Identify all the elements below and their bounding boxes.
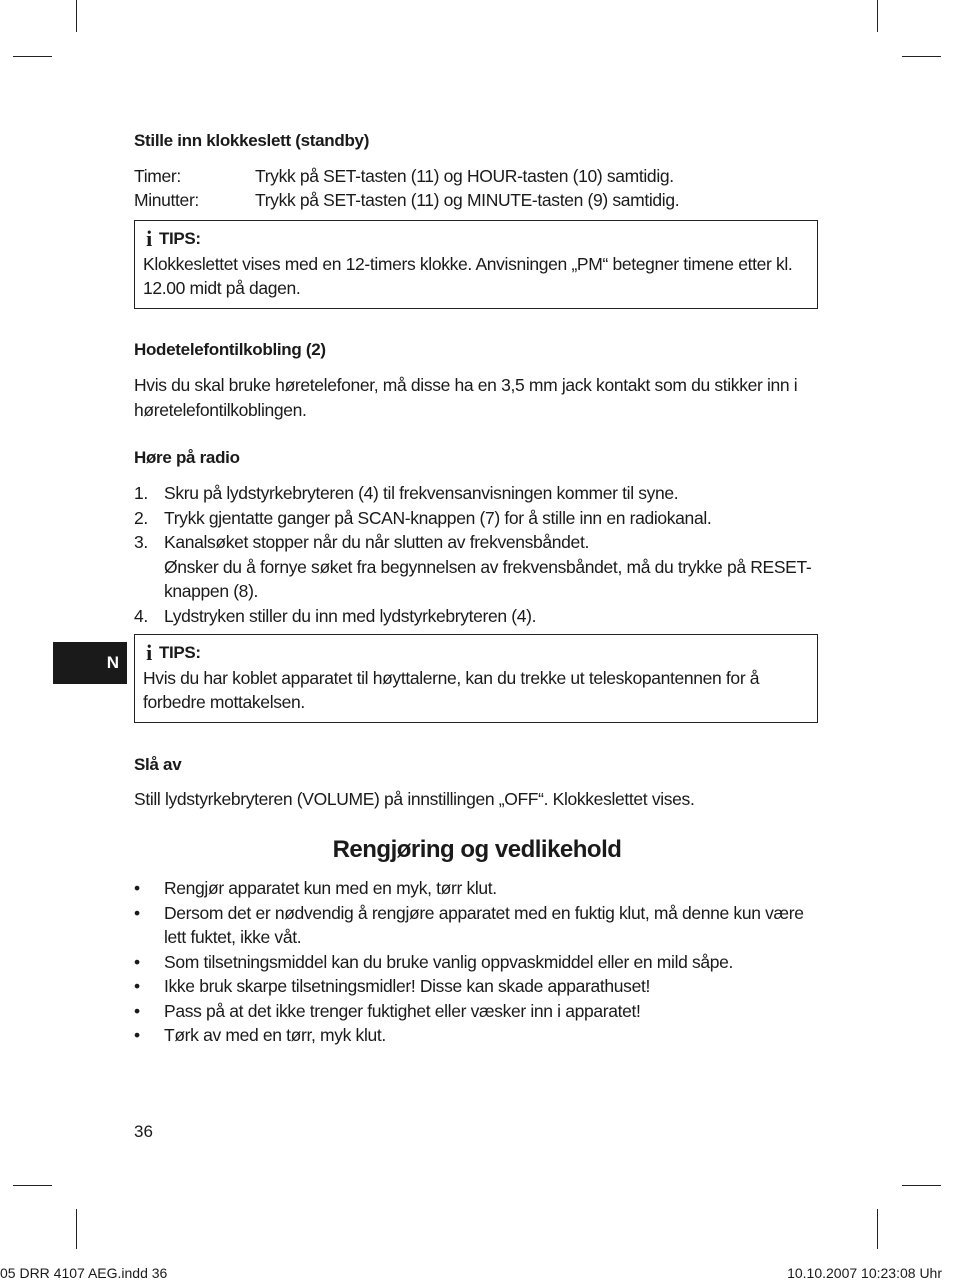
tips-box-clock: [134, 220, 818, 309]
info-icon: i: [146, 226, 152, 252]
crop-mark: [13, 1185, 52, 1186]
list-item-line: Rengjør apparatet kun med en myk, tørr klut.: [164, 878, 497, 898]
list-item-line: Lydstryken stiller du inn med lydstyrkebryteren (4).: [164, 605, 537, 626]
tips-text-line: Hvis du har koblet apparatet til høyttalerne, kan du trekke ut teleskopantennen for å: [143, 667, 760, 688]
off-paragraph: Still lydstyrkebryteren (VOLUME) på innstillingen „OFF“. Klokkeslettet vises.: [134, 789, 695, 809]
bullet-marker: •: [134, 878, 140, 898]
list-marker: 1.: [134, 483, 148, 503]
list-item: [134, 481, 824, 506]
list-item: [134, 901, 824, 950]
list-item: [134, 604, 824, 629]
crop-mark: [76, 1209, 77, 1249]
clock-row-timer: [134, 164, 824, 188]
row-key: Timer:: [134, 166, 181, 186]
bullet-marker: •: [134, 951, 140, 972]
list-item: [134, 999, 824, 1024]
row-value: Trykk på SET-tasten (11) og HOUR-tasten (10) samtidig.: [255, 166, 674, 186]
list-marker: 2.: [134, 507, 148, 528]
tips-text-line: forbedre mottakelsen.: [143, 692, 305, 712]
crop-mark: [13, 56, 52, 57]
bullet-marker: •: [134, 902, 140, 923]
list-item: [134, 506, 824, 531]
list-item-line: Tørk av med en tørr, myk klut.: [164, 1025, 386, 1045]
section-heading-off: Slå av: [134, 755, 182, 774]
bullet-marker: •: [134, 1025, 140, 1045]
paragraph-line: høretelefontilkoblingen.: [134, 399, 307, 420]
radio-steps-list: [134, 481, 824, 628]
tips-text-line: 12.00 midt på dagen.: [143, 278, 301, 298]
crop-mark: [76, 0, 77, 32]
bullet-marker: •: [134, 976, 140, 996]
clock-row-minutes: [134, 188, 824, 212]
list-item-line: lett fuktet, ikke våt.: [164, 927, 302, 947]
crop-mark: [902, 1185, 941, 1186]
list-item: [134, 950, 824, 975]
language-tab: N: [53, 642, 127, 684]
list-marker: 4.: [134, 605, 148, 626]
section-heading-headphones: Hodetelefontilkobling (2): [134, 340, 326, 359]
list-item-line: Skru på lydstyrkebryteren (4) til frekvensanvisningen kommer til syne.: [164, 483, 679, 503]
tips-label: [143, 641, 809, 666]
slug-right: 10.10.2007 10:23:08 Uhr: [787, 1265, 942, 1281]
crop-mark: [877, 1209, 878, 1249]
chapter-title: Rengjøring og vedlikehold: [332, 836, 622, 863]
list-item-line: Trykk gjentatte ganger på SCAN-knappen (7) for å stille inn en radiokanal.: [164, 507, 712, 528]
list-item: [134, 876, 824, 901]
list-item-line: Ikke bruk skarpe tilsetningsmidler! Disse kan skade apparathuset!: [164, 976, 650, 996]
paragraph-line: Hvis du skal bruke høretelefoner, må disse ha en 3,5 mm jack kontakt som du stikker inn i: [134, 375, 798, 395]
crop-mark: [902, 56, 941, 57]
list-item-line: Pass på at det ikke trenger fuktighet eller væsker inn i apparatet!: [164, 1000, 641, 1021]
list-item-line: Dersom det er nødvendig å rengjøre apparatet med en fuktig klut, må denne kun være: [164, 902, 804, 923]
slug-left: 05 DRR 4107 AEG.indd 36: [0, 1265, 168, 1281]
crop-mark: [877, 0, 878, 32]
tips-text-line: Klokkeslettet vises med en 12-timers klokke. Anvisningen „PM“ betegner timene etter kl.: [143, 253, 793, 274]
section-heading-radio: Høre på radio: [134, 448, 240, 467]
list-item-line: Ønsker du å fornye søket fra begynnelsen av frekvensbåndet, må du trykke på RESET-: [164, 556, 812, 577]
bullet-marker: •: [134, 1000, 140, 1021]
page-number: 36: [134, 1122, 153, 1141]
list-item-line: Som tilsetningsmiddel kan du bruke vanlig oppvaskmiddel eller en mild såpe.: [164, 951, 734, 972]
info-icon: i: [146, 640, 152, 666]
list-item: [134, 1023, 824, 1048]
row-value: Trykk på SET-tasten (11) og MINUTE-tasten (9) samtidig.: [255, 190, 680, 210]
row-key: Minutter:: [134, 190, 199, 210]
tips-label: [143, 227, 809, 252]
list-item: [134, 974, 824, 999]
cleaning-list: [134, 876, 824, 1048]
tips-label-text: TIPS:: [159, 643, 201, 662]
list-item-line: Kanalsøket stopper når du når slutten av frekvensbåndet.: [164, 532, 589, 552]
tips-label-text: TIPS:: [159, 229, 201, 248]
list-item: [134, 530, 824, 604]
list-item-line: knappen (8).: [164, 581, 259, 601]
headphones-paragraph: [134, 373, 824, 422]
list-marker: 3.: [134, 532, 148, 552]
tips-box-radio: [134, 634, 818, 723]
section-heading-clock: Stille inn klokkeslett (standby): [134, 131, 370, 150]
